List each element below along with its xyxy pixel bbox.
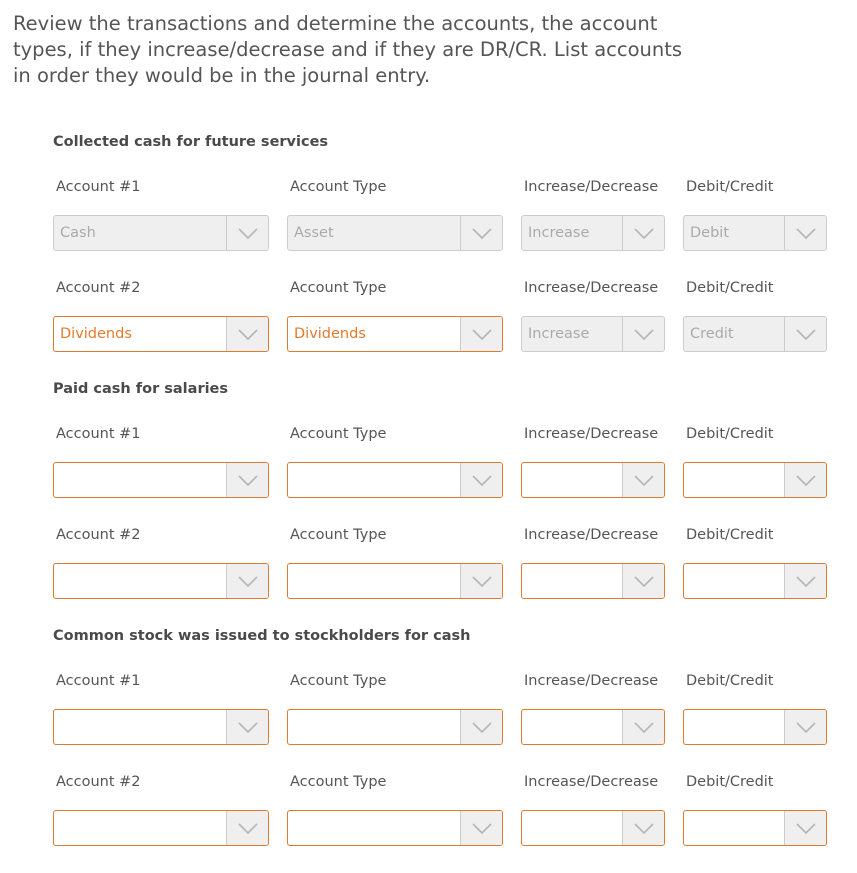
chevron-down-icon[interactable]	[622, 564, 664, 598]
debit-credit-label: Debit/Credit	[686, 426, 774, 442]
account-type-label: Account Type	[290, 179, 387, 195]
t2-account-1-type-select[interactable]	[287, 462, 503, 498]
transaction-3-title: Common stock was issued to stockholders for cash	[53, 628, 471, 644]
increase-decrease-label: Increase/Decrease	[524, 774, 659, 790]
chevron-down-icon[interactable]	[622, 317, 664, 351]
chevron-down-icon[interactable]	[460, 216, 502, 250]
chevron-down-icon[interactable]	[784, 463, 826, 497]
t1-account-2-type-select[interactable]	[287, 316, 503, 352]
t3-account-1-change-select[interactable]	[521, 709, 665, 745]
increase-decrease-label: Increase/Decrease	[524, 527, 659, 543]
account-1-label: Account #1	[56, 426, 141, 442]
t3-account-2-type-select[interactable]	[287, 810, 503, 846]
t1-account-1-select[interactable]	[53, 215, 269, 251]
t2-account-2-change-select[interactable]	[521, 563, 665, 599]
t2-account-2-side-select[interactable]	[683, 563, 827, 599]
increase-decrease-label: Increase/Decrease	[524, 673, 659, 689]
select-value: Cash	[60, 225, 96, 241]
chevron-down-icon[interactable]	[460, 317, 502, 351]
account-2-label: Account #2	[56, 774, 141, 790]
debit-credit-label: Debit/Credit	[686, 179, 774, 195]
account-type-label: Account Type	[290, 280, 387, 296]
t3-account-1-side-select[interactable]	[683, 709, 827, 745]
select-value: Increase	[528, 326, 590, 342]
t1-account-2-select[interactable]	[53, 316, 269, 352]
t3-account-1-select[interactable]	[53, 709, 269, 745]
account-2-label: Account #2	[56, 280, 141, 296]
chevron-down-icon[interactable]	[226, 811, 268, 845]
chevron-down-icon[interactable]	[784, 564, 826, 598]
t1-account-2-change-select[interactable]	[521, 316, 665, 352]
select-value: Debit	[690, 225, 730, 241]
transaction-1-title: Collected cash for future services	[53, 134, 329, 150]
chevron-down-icon[interactable]	[460, 564, 502, 598]
t3-account-1-type-select[interactable]	[287, 709, 503, 745]
account-1-label: Account #1	[56, 673, 141, 689]
increase-decrease-label: Increase/Decrease	[524, 179, 659, 195]
t2-account-1-change-select[interactable]	[521, 462, 665, 498]
chevron-down-icon[interactable]	[226, 463, 268, 497]
account-type-label: Account Type	[290, 426, 387, 442]
select-value: Credit	[690, 326, 734, 342]
instructions-text: Review the transactions and determine the accounts, the account types, if they increase/decrease and if they are DR/CR. List accounts in order they would be in the journal entry.	[13, 12, 683, 87]
t3-account-2-side-select[interactable]	[683, 810, 827, 846]
transaction-2-title: Paid cash for salaries	[53, 381, 229, 397]
chevron-down-icon[interactable]	[226, 216, 268, 250]
t3-account-2-select[interactable]	[53, 810, 269, 846]
t1-account-1-side-select[interactable]	[683, 215, 827, 251]
debit-credit-label: Debit/Credit	[686, 774, 774, 790]
debit-credit-label: Debit/Credit	[686, 673, 774, 689]
t2-account-1-select[interactable]	[53, 462, 269, 498]
chevron-down-icon[interactable]	[622, 710, 664, 744]
t2-account-1-side-select[interactable]	[683, 462, 827, 498]
debit-credit-label: Debit/Credit	[686, 527, 774, 543]
chevron-down-icon[interactable]	[784, 710, 826, 744]
chevron-down-icon[interactable]	[460, 811, 502, 845]
chevron-down-icon[interactable]	[226, 564, 268, 598]
account-2-label: Account #2	[56, 527, 141, 543]
chevron-down-icon[interactable]	[622, 463, 664, 497]
chevron-down-icon[interactable]	[622, 811, 664, 845]
select-value: Dividends	[60, 326, 132, 342]
account-1-label: Account #1	[56, 179, 141, 195]
select-value: Increase	[528, 225, 590, 241]
chevron-down-icon[interactable]	[784, 811, 826, 845]
account-type-label: Account Type	[290, 774, 387, 790]
account-type-label: Account Type	[290, 527, 387, 543]
select-value: Dividends	[294, 326, 366, 342]
chevron-down-icon[interactable]	[784, 216, 826, 250]
chevron-down-icon[interactable]	[784, 317, 826, 351]
debit-credit-label: Debit/Credit	[686, 280, 774, 296]
chevron-down-icon[interactable]	[460, 710, 502, 744]
select-value: Asset	[294, 225, 334, 241]
increase-decrease-label: Increase/Decrease	[524, 280, 659, 296]
chevron-down-icon[interactable]	[460, 463, 502, 497]
account-type-label: Account Type	[290, 673, 387, 689]
t2-account-2-select[interactable]	[53, 563, 269, 599]
t1-account-1-type-select[interactable]	[287, 215, 503, 251]
increase-decrease-label: Increase/Decrease	[524, 426, 659, 442]
t2-account-2-type-select[interactable]	[287, 563, 503, 599]
chevron-down-icon[interactable]	[622, 216, 664, 250]
t1-account-2-side-select[interactable]	[683, 316, 827, 352]
t3-account-2-change-select[interactable]	[521, 810, 665, 846]
chevron-down-icon[interactable]	[226, 317, 268, 351]
t1-account-1-change-select[interactable]	[521, 215, 665, 251]
chevron-down-icon[interactable]	[226, 710, 268, 744]
